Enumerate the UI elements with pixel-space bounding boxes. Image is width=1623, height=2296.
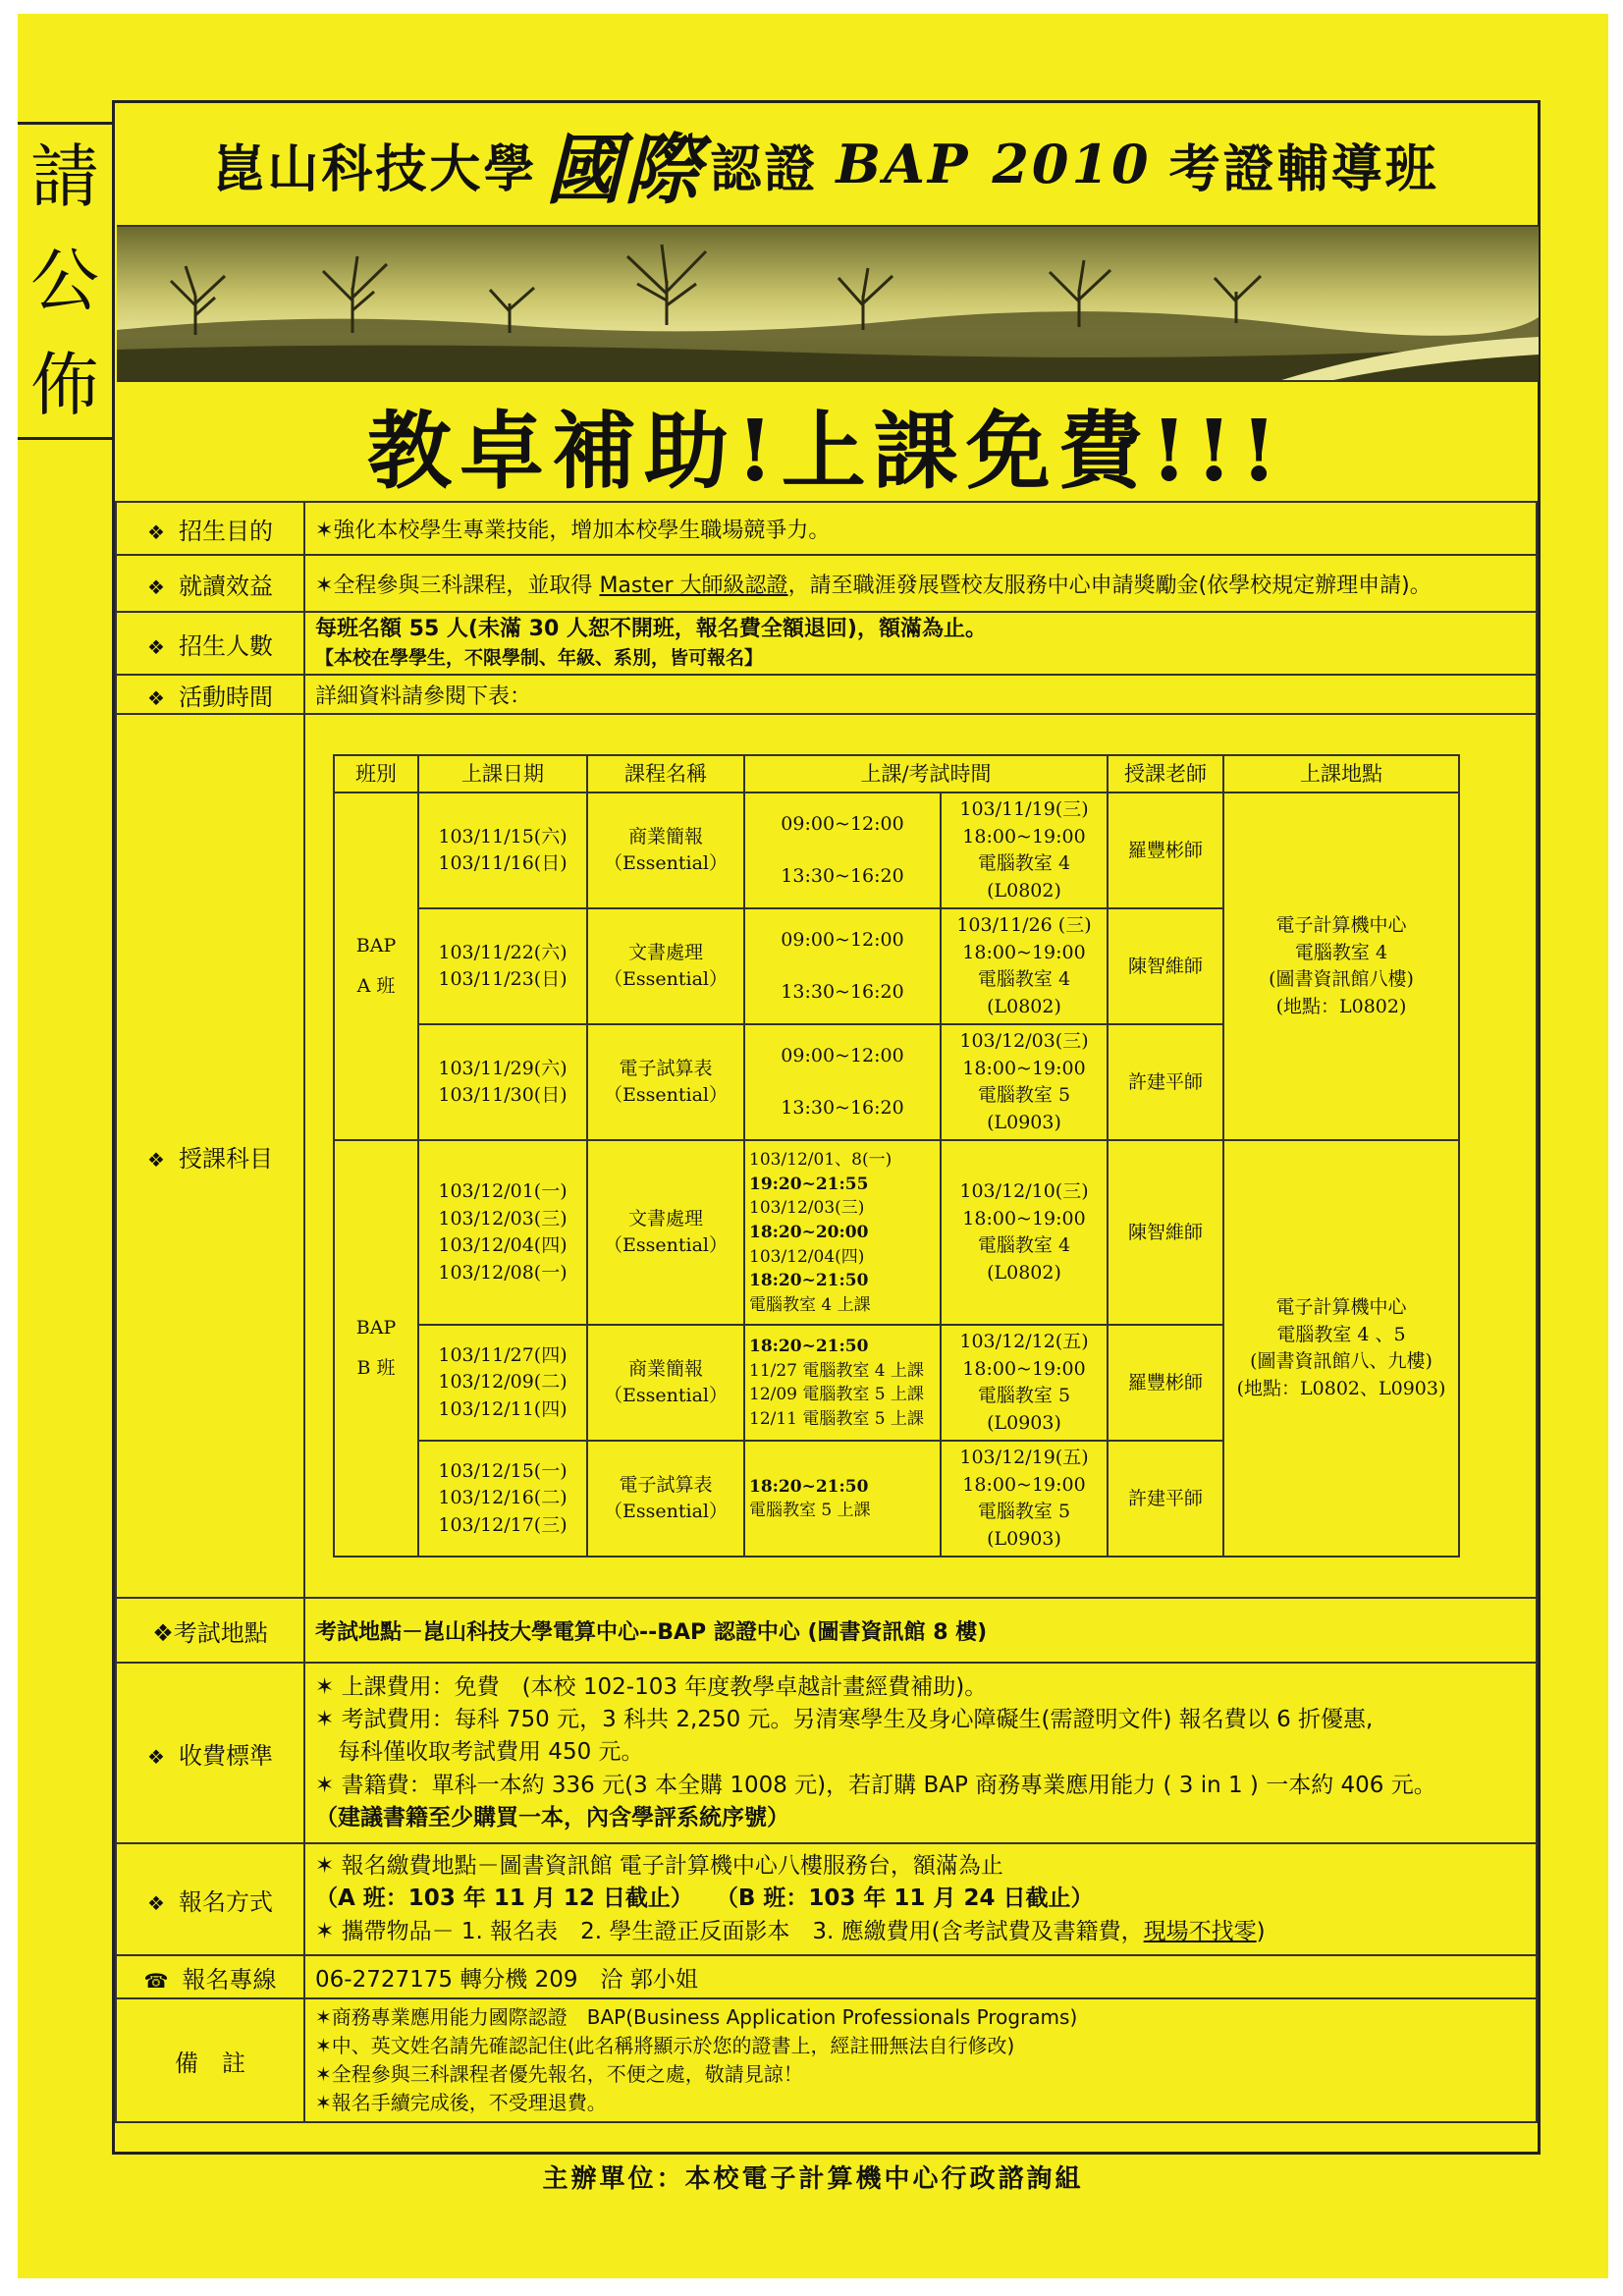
exam-time: 18:00~19:00	[962, 941, 1086, 963]
text-notes	[304, 1998, 1537, 2122]
exam-room: 電腦教室 4	[977, 968, 1071, 991]
course-name: 電子試算表	[619, 1473, 713, 1496]
course-level: （Essential）	[604, 1501, 728, 1523]
class-room: 電腦教室 5 上課	[749, 1501, 871, 1521]
benefit-master-cert: Master 大師級認證	[599, 573, 788, 598]
label-subjects: 授課科目	[178, 1144, 273, 1173]
class-time: 18:20~21:50	[749, 1271, 869, 1291]
exam-room-code: (L0903)	[987, 1411, 1061, 1434]
location-a-cell	[1223, 793, 1459, 1140]
row-activity	[116, 675, 1537, 714]
text-fees	[304, 1663, 1537, 1843]
date: 103/12/09(二)	[438, 1371, 568, 1394]
teacher: 許建平師	[1108, 1441, 1223, 1557]
label-activity: 活動時間	[178, 683, 273, 711]
exam-date: 103/12/03(三)	[959, 1030, 1089, 1053]
orchard-banner-image	[117, 225, 1539, 382]
class-time: 13:30~16:20	[781, 865, 904, 888]
title-international: 國際	[545, 126, 703, 215]
text-activity: 詳細資料請參閱下表：	[304, 675, 1537, 714]
poster-title	[115, 103, 1538, 225]
location-line: 電腦教室 4	[1294, 941, 1388, 963]
exam-date: 103/12/10(三)	[959, 1180, 1089, 1203]
teacher: 羅豐彬師	[1108, 793, 1223, 908]
exam-room: 電腦教室 5	[977, 1385, 1071, 1407]
row-hotline	[116, 1955, 1537, 1998]
enroll-line-1: 每班名額 55 人(未滿 30 人恕不開班，報名費全額退回)，額滿為止。	[315, 617, 987, 642]
notes-line-3: ✶全程參與三科課程者優先報名，不便之處，敬請見諒！	[315, 2062, 803, 2086]
organizer-footer: 主辦單位：本校電子計算機中心行政諮詢組	[542, 2164, 1084, 2194]
diamond-icon: ❖	[147, 574, 165, 599]
phone-icon: ☎	[143, 1968, 169, 1993]
class-b-cell	[334, 1140, 418, 1557]
benefit-post: ，請至職涯發展暨校友服務中心申請獎勵金(依學校規定辦理申請)。	[787, 573, 1432, 598]
text-purpose: ✶強化本校學生專業技能，增加本校學生職場競爭力。	[304, 502, 1537, 555]
register-items: ✶ 攜帶物品－ 1. 報名表 2. 學生證正反面影本 3. 應繳費用(含考試費及書籍費，	[315, 1918, 1144, 1944]
title-certification: 認證	[710, 138, 819, 199]
class-time: 18:20~21:50	[749, 1336, 869, 1356]
register-line-3	[315, 1916, 1526, 1948]
row-purpose	[116, 502, 1537, 555]
fees-line-3: 每科僅收取考試費用 450 元。	[315, 1739, 644, 1766]
date: 103/12/16(二)	[438, 1487, 568, 1509]
info-table	[115, 501, 1538, 2123]
exam-room-code: (L0802)	[987, 879, 1061, 902]
course-name: 文書處理	[627, 941, 703, 963]
title-class: 考證輔導班	[1168, 138, 1439, 199]
location-line: (圖書資訊館八、九樓)	[1250, 1350, 1433, 1373]
course-name: 文書處理	[627, 1207, 703, 1230]
diamond-icon: ❖	[147, 634, 165, 659]
exam-room: 電腦教室 4	[977, 1234, 1071, 1257]
class-time: 19:20~21:55	[749, 1174, 869, 1194]
location-b-cell	[1223, 1140, 1459, 1557]
row-benefit	[116, 555, 1537, 612]
benefit-pre: ✶全程參與三科課程，並取得	[315, 573, 600, 598]
label-enroll: 招生人數	[178, 631, 273, 660]
diamond-icon: ❖	[147, 1890, 165, 1915]
exam-time: 18:00~19:00	[962, 1057, 1086, 1079]
exam-room-code: (L0802)	[987, 995, 1061, 1017]
exam-room: 電腦教室 5	[977, 1501, 1071, 1523]
date: 103/12/01(一)	[438, 1180, 568, 1203]
teacher: 陳智維師	[1108, 908, 1223, 1024]
label-purpose: 招生目的	[178, 517, 273, 545]
course-level: （Essential）	[604, 968, 728, 991]
class-room: 12/09 電腦教室 5 上課	[749, 1385, 925, 1405]
date: 103/11/30(日)	[438, 1084, 568, 1107]
date: 103/11/23(日)	[438, 968, 568, 991]
text-register	[304, 1843, 1537, 1955]
class-time: 09:00~12:00	[781, 928, 904, 951]
fees-line-1: ✶ 上課費用：免費 (本校 102-103 年度教學卓越計畫經費補助)。	[315, 1673, 988, 1700]
title-bap: BAP 2010	[836, 133, 1152, 195]
diamond-icon: ❖	[147, 685, 165, 710]
date: 103/12/11(四)	[438, 1398, 568, 1421]
exam-time: 18:00~19:00	[962, 825, 1086, 847]
location-line: (地點：L0802、L0903)	[1236, 1377, 1446, 1399]
exam-room: 電腦教室 4	[977, 852, 1071, 875]
course-level: （Essential）	[604, 1234, 728, 1257]
row-register	[116, 1843, 1537, 1955]
register-close-paren: )	[1256, 1918, 1266, 1944]
course-name: 電子試算表	[619, 1057, 713, 1079]
exam-time: 18:00~19:00	[962, 1473, 1086, 1496]
row-enroll	[116, 612, 1537, 675]
header-time: 上課/考試時間	[744, 755, 1108, 793]
exam-room: 電腦教室 5	[977, 1084, 1071, 1107]
exam-room-code: (L0903)	[987, 1111, 1061, 1133]
text-hotline: 06-2727175 轉分機 209 洽 郭小姐	[304, 1955, 1537, 1998]
class-time: 103/12/04(四)	[749, 1246, 865, 1267]
exam-date: 103/12/12(五)	[959, 1331, 1089, 1353]
course-level: （Essential）	[604, 1385, 728, 1407]
exam-time: 18:00~19:00	[962, 1207, 1086, 1230]
location-line: 電子計算機中心	[1275, 1296, 1407, 1319]
class-b-line-1: BAP	[355, 1316, 397, 1339]
class-a-line-1: BAP	[355, 934, 397, 957]
row-fees	[116, 1663, 1537, 1843]
enroll-line-2: 【本校在學學生，不限學制、年級、系別，皆可報名】	[315, 647, 764, 670]
teacher: 許建平師	[1108, 1024, 1223, 1140]
row-subjects	[116, 714, 1537, 1598]
date: 103/12/17(三)	[438, 1514, 568, 1537]
class-time: 09:00~12:00	[781, 1044, 904, 1066]
teacher: 羅豐彬師	[1108, 1325, 1223, 1441]
label-exam-place: ❖考試地點	[116, 1598, 304, 1663]
schedule-row	[334, 1140, 1459, 1325]
exam-room-code: (L0802)	[987, 1261, 1061, 1284]
class-a-line-2: A 班	[356, 975, 396, 998]
class-a-cell	[334, 793, 418, 1140]
schedule-row	[334, 793, 1459, 908]
notes-line-2: ✶中、英文姓名請先確認記住(此名稱將顯示於您的證書上，經註冊無法自行修改)	[315, 2034, 1015, 2057]
class-time: 13:30~16:20	[781, 981, 904, 1004]
stamp-char-1: 請	[30, 137, 99, 217]
fees-line-4: ✶ 書籍費：單科一本約 336 元(3 本全購 1008 元)，若訂購 BAP 商務專業應用能力 ( 3 in 1 ) 一本約 406 元。	[315, 1772, 1436, 1798]
date: 103/11/22(六)	[438, 941, 568, 963]
title-school: 崑山科技大學	[213, 138, 538, 199]
class-b-line-2: B 班	[356, 1357, 396, 1380]
fees-line-5: （建議書籍至少購買一本，內含學評系統序號）	[315, 1805, 789, 1831]
schedule-table	[333, 754, 1460, 1558]
no-change-notice: 現場不找零	[1143, 1918, 1257, 1944]
date: 103/12/03(三)	[438, 1207, 568, 1230]
class-time: 103/12/03(三)	[749, 1198, 865, 1219]
stamp-char-2: 公	[30, 241, 99, 321]
exam-date: 103/11/19(三)	[959, 798, 1089, 821]
label-fees: 收費標準	[178, 1741, 273, 1770]
date: 103/11/27(四)	[438, 1343, 568, 1366]
diamond-icon: ❖	[147, 1147, 165, 1172]
header-class: 班別	[334, 755, 418, 793]
poster-sheet	[18, 14, 1608, 2278]
class-time: 18:20~20:00	[749, 1222, 869, 1242]
notes-line-4: ✶報名手續完成後，不受理退費。	[315, 2091, 607, 2114]
class-room: 12/11 電腦教室 5 上課	[749, 1408, 925, 1429]
register-line-2: （A 班：103 年 11 月 12 日截止） （B 班：103 年 11 月 24 日截止）	[315, 1886, 1094, 1912]
header-teacher: 授課老師	[1108, 755, 1223, 793]
row-exam-place	[116, 1598, 1537, 1663]
notes-line-1: ✶商務專業應用能力國際認證 BAP(Business Application Professionals Programs)	[315, 2005, 1078, 2029]
text-enroll	[304, 612, 1537, 675]
date: 103/11/15(六)	[438, 825, 568, 847]
date: 103/11/16(日)	[438, 852, 568, 875]
location-line: (圖書資訊館八樓)	[1269, 968, 1414, 991]
date: 103/12/15(一)	[438, 1459, 568, 1482]
row-notes	[116, 1998, 1537, 2122]
label-notes: 備 註	[116, 1998, 304, 2122]
fees-line-2: ✶ 考試費用：每科 750 元，3 科共 2,250 元。另清寒學生及身心障礙生(需證明文件) 報名費以 6 折優惠,	[315, 1706, 1374, 1732]
class-time: 18:20~21:50	[749, 1476, 869, 1497]
header-location: 上課地點	[1223, 755, 1459, 793]
register-line-1: ✶ 報名繳費地點－圖書資訊館 電子計算機中心八樓服務台，額滿為止	[315, 1852, 1003, 1879]
date: 103/12/04(四)	[438, 1234, 568, 1257]
exam-time: 18:00~19:00	[962, 1357, 1086, 1380]
poster-frame	[112, 100, 1541, 2155]
header-course: 課程名稱	[587, 755, 744, 793]
course-name: 商業簡報	[627, 1357, 703, 1380]
teacher: 陳智維師	[1108, 1140, 1223, 1325]
diamond-icon: ❖	[147, 519, 165, 544]
course-level: （Essential）	[604, 852, 728, 875]
class-time: 103/12/01、8(一)	[749, 1150, 893, 1171]
class-time: 09:00~12:00	[781, 812, 904, 835]
class-room: 11/27 電腦教室 4 上課	[749, 1360, 925, 1381]
header-date: 上課日期	[418, 755, 587, 793]
exam-room-code: (L0903)	[987, 1527, 1061, 1550]
announcement-stamp	[18, 122, 112, 440]
stamp-char-3: 佈	[30, 345, 99, 425]
label-benefit: 就讀效益	[178, 572, 273, 600]
text-exam-place: 考試地點－崑山科技大學電算中心--BAP 認證中心 (圖書資訊館 8 樓)	[304, 1598, 1537, 1663]
label-register: 報名方式	[178, 1887, 273, 1916]
course-level: （Essential）	[604, 1084, 728, 1107]
label-hotline: 報名專線	[182, 1965, 277, 1994]
class-room: 電腦教室 4 上課	[749, 1294, 871, 1315]
date: 103/11/29(六)	[438, 1057, 568, 1079]
location-line: 電子計算機中心	[1275, 914, 1407, 937]
date: 103/12/08(一)	[438, 1261, 568, 1284]
schedule-header-row	[334, 755, 1459, 793]
text-benefit	[304, 555, 1537, 612]
location-line: (地點：L0802)	[1275, 995, 1407, 1017]
exam-date: 103/11/26 (三)	[956, 914, 1092, 937]
class-time: 13:30~16:20	[781, 1097, 904, 1120]
headline-free-course: 教卓補助!上課免費!!!	[366, 402, 1285, 501]
location-line: 電腦教室 4 、5	[1276, 1323, 1406, 1345]
exam-date: 103/12/19(五)	[959, 1447, 1089, 1469]
course-name: 商業簡報	[627, 825, 703, 847]
diamond-icon: ❖	[147, 1744, 165, 1769]
